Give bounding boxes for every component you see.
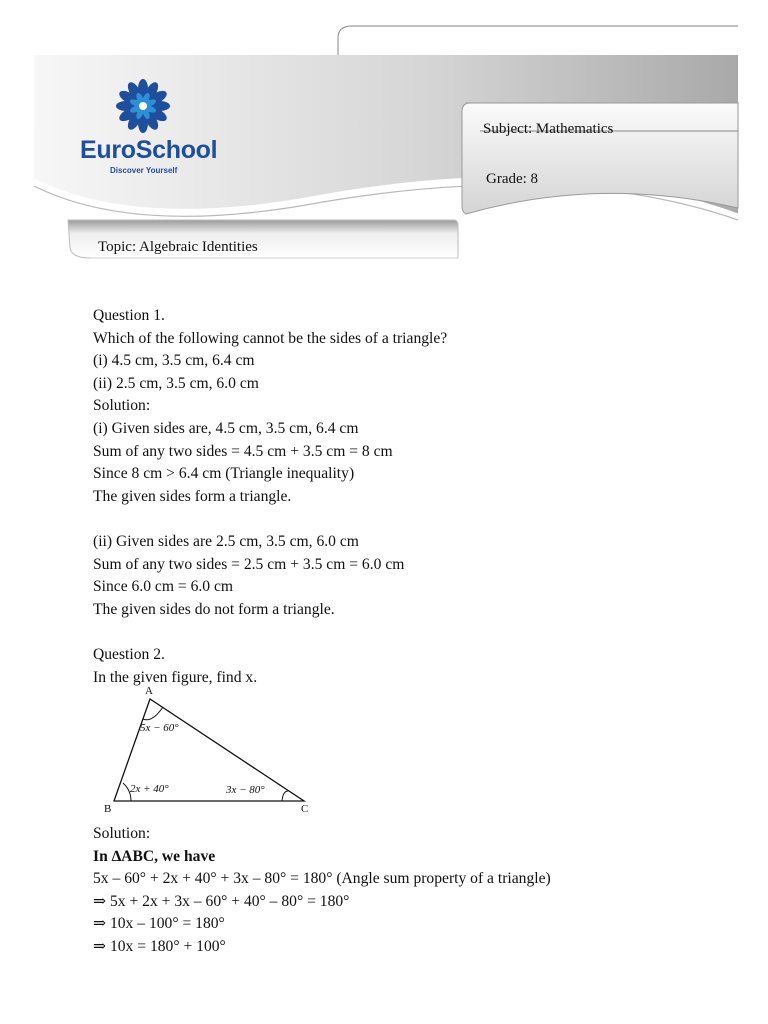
q2-step: ⇒ 10x – 100° = 180° <box>93 915 225 933</box>
vertex-b-label: B <box>104 803 112 816</box>
q1-line: The given sides form a triangle. <box>93 487 292 505</box>
q2-solution-label: Solution: <box>93 825 151 843</box>
topic-label: Topic: Algebraic Identities <box>98 239 258 255</box>
q1-line: Which of the following cannot be the sides of a triangle? <box>93 329 448 347</box>
subject-label: Subject: Mathematics <box>483 121 614 137</box>
brand-name: EuroSchool <box>80 136 218 164</box>
q1-line: (i) Given sides are, 4.5 cm, 3.5 cm, 6.4 cm <box>93 419 359 437</box>
q2-step: ⇒ 5x + 2x + 3x – 60° + 40° – 80° = 180° <box>93 892 350 910</box>
subject-grade-box <box>462 103 738 214</box>
q2-bold-line: In ∆ABC, we have <box>93 847 216 865</box>
q1-line: (ii) Given sides are 2.5 cm, 3.5 cm, 6.0 cm <box>93 532 359 550</box>
vertex-c-label: C <box>301 803 309 816</box>
q2-step: ⇒ 10x = 180° + 100° <box>93 938 226 956</box>
vertex-a-label: A <box>145 685 153 698</box>
brand-tagline: Discover Yourself <box>110 166 178 175</box>
question2-heading: Question 2. <box>93 645 165 663</box>
q1-line: Since 6.0 cm = 6.0 cm <box>93 578 234 596</box>
angle-a-label: 5x − 60° <box>140 722 179 735</box>
q1-line: Solution: <box>93 397 151 415</box>
q1-line: (i) 4.5 cm, 3.5 cm, 6.4 cm <box>93 352 255 370</box>
q1-line: Sum of any two sides = 2.5 cm + 3.5 cm = 6.0 cm <box>93 555 405 573</box>
worksheet-content <box>93 305 733 959</box>
q1-line: Sum of any two sides = 4.5 cm + 3.5 cm = 8 cm <box>93 442 393 460</box>
angle-c-label: 3x − 80° <box>226 784 265 797</box>
q2-prompt: In the given figure, find x. <box>93 668 258 686</box>
q1-line: Since 8 cm > 6.4 cm (Triangle inequality) <box>93 465 355 483</box>
question1-heading: Question 1. <box>93 307 165 324</box>
q1-line: (ii) 2.5 cm, 3.5 cm, 6.0 cm <box>93 374 259 392</box>
triangle-figure <box>100 685 330 823</box>
q1-line: The given sides do not form a triangle. <box>93 600 335 618</box>
logo-center <box>139 102 147 110</box>
angle-arc-c <box>282 791 288 801</box>
grade-label: Grade: 8 <box>486 171 539 187</box>
header-banner <box>0 0 768 270</box>
q2-step: 5x – 60° + 2x + 40° + 3x – 80° = 180° (Angle sum property of a triangle) <box>93 870 551 888</box>
angle-b-label: 2x + 40° <box>130 783 169 796</box>
